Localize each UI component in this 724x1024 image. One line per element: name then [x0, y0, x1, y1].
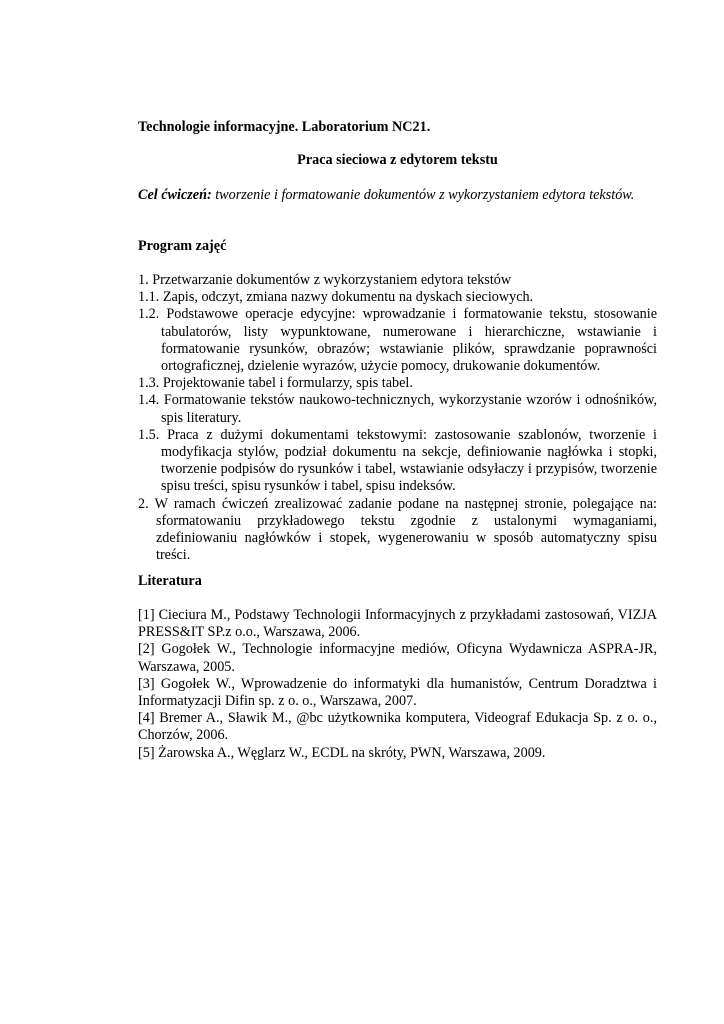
aim-line — [138, 187, 634, 204]
list-item: [1] Cieciura M., Podstawy Technologii Informacyjnych z przykładami zastosowań, VIZJA PRESS&IT SP.z o.o., Warszawa, 2006. — [138, 607, 657, 641]
list-item: 1. Przetwarzanie dokumentów z wykorzystaniem edytora tekstów — [138, 272, 512, 288]
document-subtitle: Praca sieciowa z edytorem tekstu — [297, 152, 498, 168]
literature-heading: Literatura — [138, 573, 202, 589]
list-item: 2. W ramach ćwiczeń zrealizować zadanie podane na następnej stronie, polegające na: sformatowaniu przykładowego tekstu zgodnie z ustalonymi wymaganiami, zdefiniowaniu nagłówków i stopek, wygenerowaniu w sposób automatyczny spisu treści. — [138, 495, 657, 564]
program-list — [138, 272, 657, 564]
aim-text: tworzenie i formatowanie dokumentów z wykorzystaniem edytora tekstów. — [211, 187, 635, 203]
list-item: [4] Bremer A., Sławik M., @bc użytkownika komputera, Videograf Edukacja Sp. z o. o., Chorzów, 2006. — [138, 710, 657, 744]
aim-label: Cel ćwiczeń: — [138, 187, 212, 203]
list-item: 1.4. Formatowanie tekstów naukowo-technicznych, wykorzystanie wzorów i odnośników, spis literatury. — [138, 392, 657, 426]
list-item: 1.1. Zapis, odczyt, zmiana nazwy dokumentu na dyskach sieciowych. — [138, 289, 534, 306]
program-heading: Program zajęć — [138, 238, 227, 254]
document-title: Technologie informacyjne. Laboratorium NC21. — [138, 119, 431, 135]
list-item: [3] Gogołek W., Wprowadzenie do informatyki dla humanistów, Centrum Doradztwa i Informatyzacji Difin sp. z o. o., Warszawa, 2007. — [138, 675, 657, 710]
literature-list — [138, 607, 657, 762]
list-item: [2] Gogołek W., Technologie informacyjne mediów, Oficyna Wydawnicza ASPRA-JR, Warszawa, 2005. — [138, 641, 657, 675]
list-item: 1.2. Podstawowe operacje edycyjne: wprowadzanie i formatowanie tekstu, stosowanie tabulatorów, listy wypunktowane, numerowane i hierarchiczne, wstawianie i formatowanie rysunków, obrazów; wstawianie plików, sprawdzanie poprawności ortograficznej, dzielenie wyrazów, użycie pomocy, drukowanie dokumentów. — [138, 306, 657, 375]
list-item: 1.3. Projektowanie tabel i formularzy, spis tabel. — [138, 375, 413, 392]
list-item: [5] Żarowska A., Węglarz W., ECDL na skróty, PWN, Warszawa, 2009. — [138, 744, 546, 761]
list-item: 1.5. Praca z dużymi dokumentami tekstowymi: zastosowanie szablonów, tworzenie i modyfikacja stylów, podział dokumentu na sekcje, definiowanie nagłówka i stopki, tworzenie podpisów do rysunków i tabel, wstawianie odsyłaczy i przypisów, tworzenie spisu treści, spisu rysunków i tabel, spisu indeksów. — [138, 426, 657, 495]
